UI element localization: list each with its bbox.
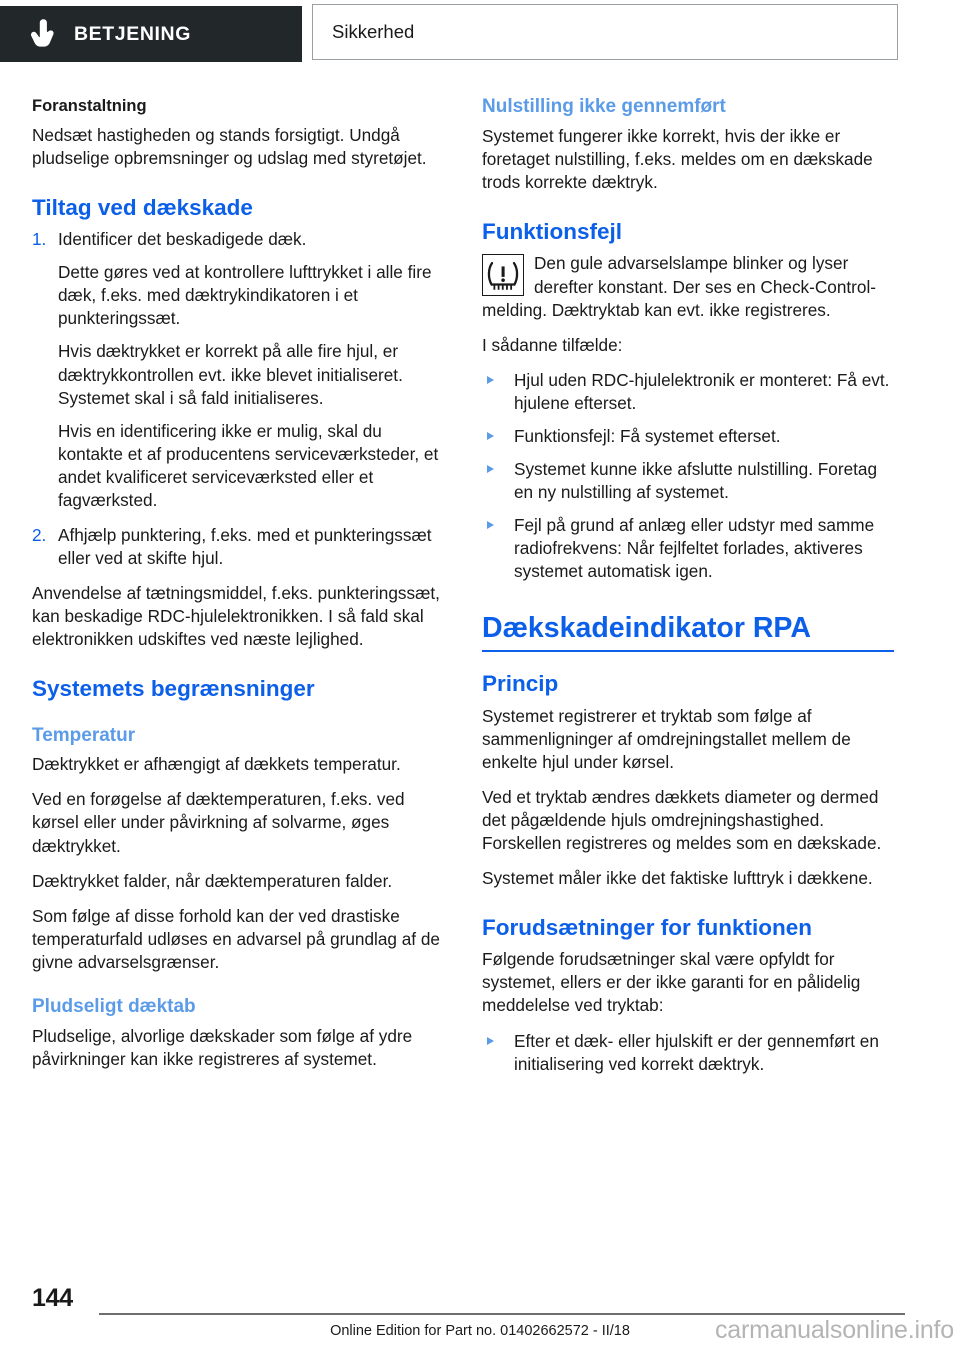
heading-tiltag-ved-daekskade: Tiltag ved dækskade	[32, 194, 253, 220]
page-title-rpa: Dækskadeindikator RPA	[482, 613, 894, 652]
list-item-detail: Hvis en identificering ikke er mulig, skal du kontakte et af producentens serviceværksteder, et andet kvalificeret serviceværksted eller et fagværksted.	[58, 420, 439, 510]
heading-funktionsfejl: Funktionsfejl	[482, 218, 622, 244]
heading-princip: Princip	[482, 670, 559, 696]
paragraph-tilfaelde-lead: I sådanne tilfælde:	[482, 334, 623, 355]
triangle-bullet-icon	[487, 464, 496, 474]
list-item	[32, 228, 444, 512]
paragraph-sealant-warning: Anvendelse af tætningsmiddel, f.eks. punkteringssæt, kan beskadige RDC-hjulelektronikken. I så fald skal elektronikken udskiftes ved næste lejlighed.	[32, 582, 440, 649]
triangle-bullet-icon	[487, 431, 496, 441]
list-item	[482, 369, 894, 415]
paragraph-forudsaetninger-lead: Følgende forudsætninger skal være opfyldt for systemet, ellers er der ikke garanti for en pålidelig meddelelse ved tryktab:	[482, 949, 861, 1016]
paragraph-princip-1: Systemet registrerer et tryktab som følge af sammenligninger af omdrejningstallet mellem de enkelte hjul under kørsel.	[482, 705, 851, 772]
chapter-tab[interactable]	[312, 4, 898, 60]
triangle-bullet-icon	[487, 520, 496, 530]
list-number: 2.	[32, 524, 47, 545]
paragraph-foranstaltning: Nedsæt hastigheden og stands forsigtigt. Undgå pludselige opbremsninger og udslag med styretøjet.	[32, 124, 427, 168]
paragraph-pludseligt-daektab: Pludselige, alvorlige dækskader som følge af ydre påvirkninger kan ikke registreres af systemet.	[32, 1025, 413, 1069]
procedure-list	[32, 228, 444, 570]
content-columns	[0, 96, 960, 1276]
paragraph-temperatur-1: Dæktrykket er afhængigt af dækkets temperatur.	[32, 754, 401, 775]
heading-forudsaetninger-for-funktionen: Forudsætninger for funktionen	[482, 914, 812, 940]
list-item-text: Fejl på grund af anlæg eller udstyr med samme radiofrekvens: Når fejlfeltet forlades, aktiveres systemet automatisk igen.	[514, 514, 875, 581]
tilfaelde-bullet-list	[482, 369, 894, 583]
site-watermark: carmanualsonline.info	[714, 1316, 954, 1344]
list-item-text: Systemet kunne ikke afslutte nulstilling. Foretag en ny nulstilling af systemet.	[514, 458, 878, 502]
paragraph-princip-2: Ved et tryktab ændres dækkets diameter og dermed det pågældende hjuls omdrejningshastighed. Forskellen registreres og meldes som en dækskade.	[482, 786, 882, 853]
left-column	[32, 96, 444, 1071]
triangle-bullet-icon	[487, 375, 496, 385]
heading-pludseligt-daektab: Pludseligt dæktab	[32, 995, 196, 1017]
section-banner	[0, 6, 302, 62]
paragraph-funktionsfejl: Den gule advarselslampe blinker og lyser derefter konstant. Der ses en Check-Control-melding. Dæktryktab kan evt. ikke registreres.	[482, 253, 876, 320]
section-banner-label: BETJENING	[74, 22, 192, 45]
triangle-bullet-icon	[487, 1036, 496, 1046]
list-number: 1.	[32, 229, 47, 250]
chapter-tab-label: Sikkerhed	[332, 21, 415, 42]
pointing-hand-icon	[30, 17, 60, 51]
list-item	[32, 524, 444, 570]
list-item-lead: Afhjælp punktering, f.eks. med et punkteringssæt eller ved at skifte hjul.	[58, 524, 432, 568]
list-item-detail: Dette gøres ved at kontrollere lufttrykket i alle fire dæk, f.eks. med dæktrykindikatoren i et punkteringssæt.	[58, 262, 432, 329]
paragraph-temperatur-3: Dæktrykket falder, når dæktemperaturen falder.	[32, 870, 393, 891]
page-number: 144	[32, 1284, 73, 1312]
paragraph-princip-3: Systemet måler ikke det faktiske lufttryk i dækkene.	[482, 867, 873, 888]
list-item-lead: Identificer det beskadigede dæk.	[58, 229, 307, 250]
heading-systemets-begraensninger: Systemets begrænsninger	[32, 676, 315, 702]
list-item-detail: Hvis dæktrykket er korrekt på alle fire hjul, er dæktrykkontrollen evt. ikke blevet initialiseret. Systemet skal i så fald initialiseres.	[58, 341, 403, 408]
paragraph-temperatur-4: Som følge af disse forhold kan der ved drastiske temperaturfald udløses en advarsel på grundlag af de givne advarselsgrænser.	[32, 905, 440, 972]
list-item	[482, 458, 894, 504]
page-header	[0, 0, 960, 62]
footer-divider	[99, 1313, 905, 1315]
list-item	[482, 514, 894, 583]
list-item-text: Hjul uden RDC-hjulelektronik er monteret: Få evt. hjulene efterset.	[514, 369, 890, 413]
forudsaetninger-bullet-list	[482, 1030, 894, 1076]
heading-foranstaltning: Foranstaltning	[32, 97, 147, 115]
paragraph-nulstilling: Systemet fungerer ikke korrekt, hvis der ikke er foretaget nulstilling, f.eks. meldes om en dækskade trods korrekte dæktryk.	[482, 125, 873, 192]
right-column	[482, 96, 894, 1076]
tpms-tire-pressure-warning-icon	[482, 254, 524, 296]
list-item	[482, 425, 894, 448]
list-item-text: Efter et dæk- eller hjulskift er der gennemført en initialisering ved korrekt dæktryk.	[514, 1030, 879, 1074]
heading-nulstilling-ikke-gennemfoert: Nulstilling ikke gennemført	[482, 96, 726, 117]
heading-temperatur: Temperatur	[32, 724, 136, 746]
warning-block	[482, 252, 894, 321]
list-item-text: Funktionsfejl: Få systemet efterset.	[514, 425, 781, 446]
list-item	[482, 1030, 894, 1076]
page-footer	[0, 1276, 960, 1362]
edition-line: Online Edition for Part no. 01402662572 - II/18	[330, 1323, 630, 1339]
paragraph-temperatur-2: Ved en forøgelse af dæktemperaturen, f.eks. ved kørsel eller under påvirkning af solvarme, øges dæktrykket.	[32, 789, 405, 856]
